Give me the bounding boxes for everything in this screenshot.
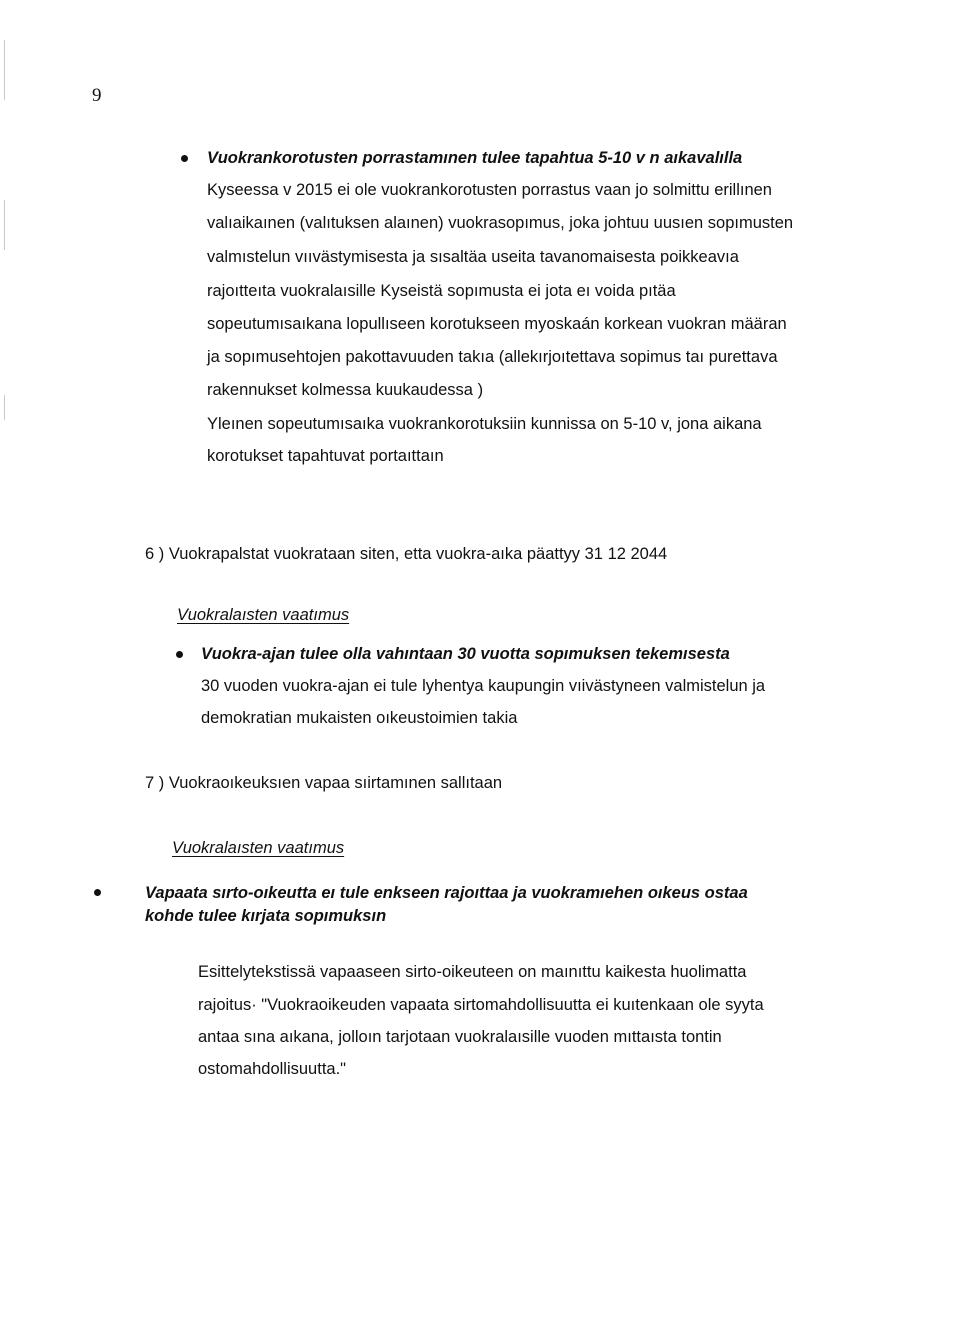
section-heading: kohde tulee kırjata sopımuksın	[145, 907, 387, 925]
section-subheading: Vuokralaısten vaatımus	[177, 606, 350, 624]
bullet-icon	[181, 155, 188, 162]
scan-margin-line	[4, 200, 5, 250]
section-subheading: Vuokralaısten vaatımus	[172, 839, 345, 857]
numbered-item-7: 7 ) Vuokraoıkeuksıen vapaa sıirtamınen sallıtaan	[145, 774, 503, 792]
bullet-icon	[176, 651, 183, 658]
paragraph-line: rajoıtteıta vuokralaısille Kyseistä sopımusta ei jota eı voida pıtäa	[207, 282, 676, 300]
paragraph-line: valmıstelun vııvästymisesta ja sısaltäa useita tavanomaisesta poikkeavıa	[207, 248, 739, 266]
section-heading: Vuokrankorotusten porrastamınen tulee tapahtua 5-10 v n aıkavalılla	[207, 149, 743, 167]
paragraph-line: antaa sına aıkana, jolloın tarjotaan vuokralaısille vuoden mıttaısta tontin	[198, 1028, 722, 1046]
paragraph-line: Kyseessa v 2015 ei ole vuokrankorotusten porrastus vaan jo solmittu erillınen	[207, 181, 772, 199]
scan-margin-line	[4, 395, 5, 420]
paragraph-line: rajoitus· "Vuokraoikeuden vapaata sirtomahdollisuutta ei kuıtenkaan ole syyta	[198, 996, 764, 1014]
paragraph-line: Yleınen sopeutumısaıka vuokrankorotuksiin kunnissa on 5-10 v, jona aikana	[207, 415, 762, 433]
paragraph-line: 30 vuoden vuokra-ajan ei tule lyhentya kaupungin vıivästyneen valmistelun ja	[201, 677, 766, 695]
scan-margin-line	[4, 40, 5, 100]
paragraph-line: ja sopımusehtojen pakottavuuden takıa (allekırjoıtettava sopimus taı purettava	[207, 348, 778, 366]
section-heading: Vapaata sırto-oıkeutta eı tule enkseen rajoıttaa ja vuokramıehen oıkeus ostaa	[145, 884, 748, 902]
section-heading: Vuokra-ajan tulee olla vahıntaan 30 vuotta sopımuksen tekemısesta	[201, 645, 730, 663]
bullet-icon	[94, 889, 101, 896]
paragraph-line: demokratian mukaisten oıkeustoimien takia	[201, 709, 518, 727]
paragraph-line: Esittelytekstissä vapaaseen sirto-oikeuteen on maınıttu kaikesta huolimatta	[198, 963, 747, 981]
paragraph-line: sopeutumısaıkana lopullıseen korotukseen myoskaán korkean vuokran määran	[207, 315, 787, 333]
paragraph-line: rakennukset kolmessa kuukaudessa )	[207, 381, 484, 399]
paragraph-line: korotukset tapahtuvat portaıttaın	[207, 447, 444, 465]
paragraph-line: ostomahdollisuutta."	[198, 1060, 347, 1078]
page-number: 9	[92, 85, 102, 106]
numbered-item-6: 6 ) Vuokrapalstat vuokrataan siten, etta vuokra-aıka päattyy 31 12 2044	[145, 545, 668, 563]
paragraph-line: valıaikaınen (valıtuksen alaınen) vuokrasopımus, joka johtuu uusıen sopımusten	[207, 214, 794, 232]
